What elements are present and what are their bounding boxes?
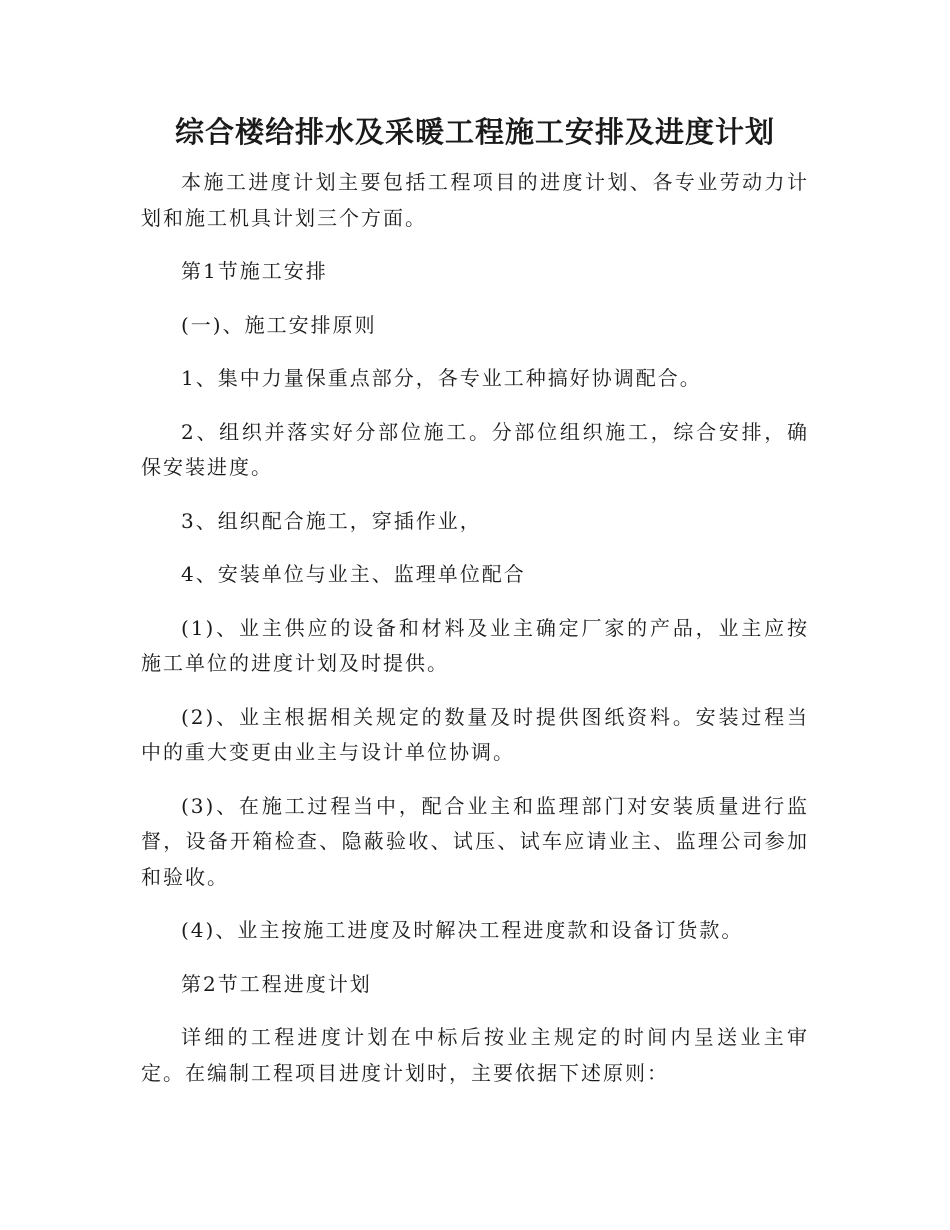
schedule-paragraph: 详细的工程进度计划在中标后按业主规定的时间内呈送业主审定。在编制工程项目进度计划时，主要依据下述原则： [141,1025,809,1085]
principle-item-2: 2、组织并落实好分部位施工。分部位组织施工，综合安排，确保安装进度。 [141,419,809,479]
owner-coordination-item-1: (1)、业主供应的设备和材料及业主确定厂家的产品，业主应按施工单位的进度计划及时提供。 [141,615,809,675]
section-1-heading: 第1节施工安排 [181,259,328,283]
section-2-heading: 第2节工程进度计划 [181,971,372,996]
owner-coordination-item-3: (3)、在施工过程当中，配合业主和监理部门对安装质量进行监督，设备开箱检查、隐蔽验收、试压、试车应请业主、监理公司参加和验收。 [141,793,809,889]
principle-item-4: 4、安装单位与业主、监理单位配合 [181,562,526,586]
document-title: 综合楼给排水及采暖工程施工安排及进度计划 [174,115,775,149]
intro-paragraph: 本施工进度计划主要包括工程项目的进度计划、各专业劳动力计划和施工机具计划三个方面。 [141,170,809,230]
document-body [141,165,809,1109]
principle-item-1: 1、集中力量保重点部分，各专业工种搞好协调配合。 [181,366,702,390]
subsection-heading: (一)、施工安排原则 [181,312,377,337]
owner-coordination-item-2: (2)、业主根据相关规定的数量及时提供图纸资料。安装过程当中的重大变更由业主与设计单位协调。 [141,704,809,764]
principle-item-3: 3、组织配合施工，穿插作业， [181,508,482,533]
owner-coordination-item-4: (4)、业主按施工进度及时解决工程进度款和设备订货款。 [181,918,744,942]
